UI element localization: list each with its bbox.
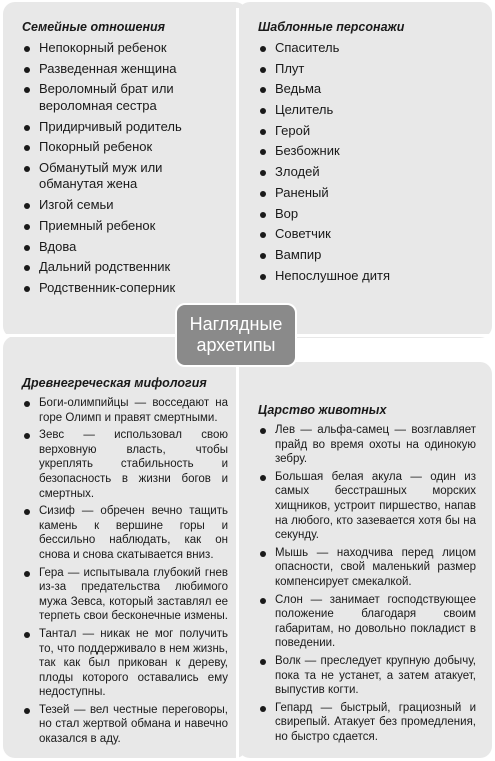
list-item: Зевс — использовал свою верховную власть, чтобы укреплять стабильность и безопасность в жизни богов и смертных. [22,428,228,501]
list-item: Родственник-соперник [22,280,227,297]
list-item: Придирчивый родитель [22,119,227,136]
list-item: Дальний родственник [22,259,227,276]
list-item: Обманутый муж или обманутая жена [22,160,227,193]
characters-heading: Шаблонные персонажи [258,20,405,34]
animals-list [258,423,476,744]
list-item: Безбожник [258,143,478,160]
mythology-list [22,396,228,747]
list-item: Непослушное дитя [258,268,478,285]
list-item: Злодей [258,164,478,181]
list-item: Вдова [22,239,227,256]
mythology-heading: Древнегреческая мифология [22,376,207,390]
animals-section [258,403,476,747]
list-item: Целитель [258,102,478,119]
list-item: Мышь — находчива перед лицом опасности, свой маленький размер компенсирует смекалкой. [258,546,476,590]
list-item: Гера — испытывала глубокий гнев из-за предательства любимого мужа Зевса, который заставлял ее терпеть свои бесконечные измены. [22,566,228,624]
list-item: Приемный ребенок [22,218,227,235]
list-item: Тантал — никак не мог получить то, что поддерживало в нем жизнь, так как был прикован к дереву, плоды которого оставались ему недоступны. [22,627,228,700]
list-item: Волк — преследует крупную добычу, пока та не устанет, а затем атакует, выпустив когти. [258,654,476,698]
list-item: Разведенная женщина [22,61,227,78]
animals-heading: Царство животных [258,403,387,417]
family-section [22,20,227,301]
list-item: Изгой семьи [22,197,227,214]
list-item: Советчик [258,226,478,243]
family-heading: Семейные отношения [22,20,166,34]
list-item: Ведьма [258,81,478,98]
list-item: Большая белая акула — один из самых бесстрашных морских хищников, устроит пиршество, напав на любого, кто зазевается хотя бы на секунду. [258,470,476,543]
list-item: Покорный ребенок [22,139,227,156]
list-item: Вампир [258,247,478,264]
characters-section [258,20,478,288]
characters-list [258,40,478,284]
center-title-box [175,303,297,367]
vertical-divider [236,8,239,758]
list-item: Спаситель [258,40,478,57]
center-title: Наглядные архетипы [189,314,283,355]
list-item: Сизиф — обречен вечно тащить камень к вершине горы и бессильно наблюдать, как он снова и снова скатывается вниз. [22,504,228,562]
list-item: Тезей — вел честные переговоры, но стал жертвой обмана и навечно оказался в аду. [22,703,228,747]
list-item: Вор [258,206,478,223]
list-item: Лев — альфа-самец — возглавляет прайд во время охоты на одинокую зебру. [258,423,476,467]
list-item: Боги-олимпийцы — восседают на горе Олимп и правят смертными. [22,396,228,425]
list-item: Непокорный ребенок [22,40,227,57]
family-list [22,40,227,296]
list-item: Слон — занимает господствующее положение благодаря своим габаритам, но довольно покладист в поведении. [258,593,476,651]
list-item: Плут [258,61,478,78]
mythology-section [22,376,228,750]
list-item: Герой [258,123,478,140]
list-item: Вероломный брат или вероломная сестра [22,81,227,114]
list-item: Гепард — быстрый, грациозный и свирепый. Атакует без промедления, но быстро сдается. [258,701,476,745]
list-item: Раненый [258,185,478,202]
